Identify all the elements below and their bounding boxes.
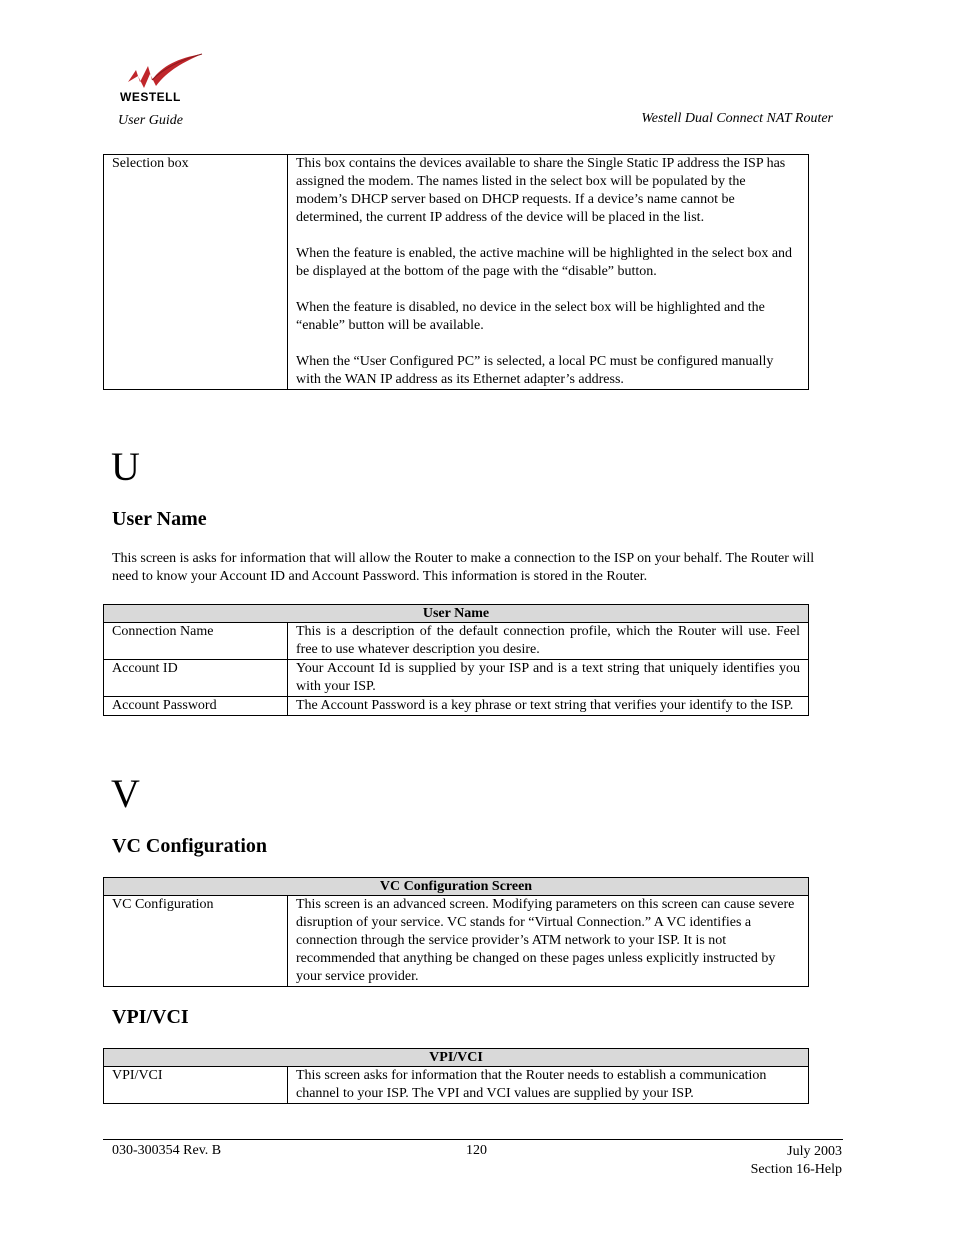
row-label: Account ID xyxy=(104,660,288,697)
vc-table-title: VC Configuration Screen xyxy=(104,878,809,896)
footer-section: Section 16-Help xyxy=(750,1162,842,1177)
section-letter-u: U xyxy=(111,444,140,489)
user-name-table xyxy=(103,604,809,716)
footer-right xyxy=(751,1143,842,1179)
header-right: Westell Dual Connect NAT Router xyxy=(641,111,833,126)
row-text: Your Account Id is supplied by your ISP and is a text string that uniquely identifies you with your ISP. xyxy=(288,660,809,697)
vc-configuration-heading: VC Configuration xyxy=(112,835,268,857)
selection-description xyxy=(288,155,809,390)
table-row xyxy=(104,896,809,987)
footer-page-number: 120 xyxy=(466,1143,487,1158)
selection-paragraph: When the feature is enabled, the active machine will be highlighted in the select box and be displayed at the bottom of the page with the “disable” button. xyxy=(296,246,793,279)
row-text: The Account Password is a key phrase or text string that verifies your identify to the ISP. xyxy=(288,697,809,716)
table-row xyxy=(104,660,809,697)
selection-table xyxy=(103,154,809,390)
footer-doc-number: 030-300354 Rev. B xyxy=(112,1143,222,1158)
user-name-heading: User Name xyxy=(112,508,207,530)
row-text: This screen asks for information that the Router needs to establish a communication channel to your ISP. The VPI and VCI values are supplied by your ISP. xyxy=(288,1067,809,1104)
row-label: Account Password xyxy=(104,697,288,716)
vpi-vci-table xyxy=(103,1048,809,1104)
row-label: VC Configuration xyxy=(104,896,288,987)
selection-paragraph: This box contains the devices available to share the Single Static IP address the ISP has assigned the modem. The names listed in the select box will be populated by the modem’s DHCP server based on DHCP requests. If a device’s name cannot be determined, the current IP address of the device will be placed in the list. xyxy=(296,156,786,225)
table-row xyxy=(104,697,809,716)
user-name-table-title: User Name xyxy=(104,605,809,623)
westell-logo xyxy=(118,52,204,108)
footer-date: July 2003 xyxy=(787,1144,842,1159)
section-letter-v: V xyxy=(111,771,140,816)
vc-configuration-table xyxy=(103,877,809,987)
vpi-vci-heading: VPI/VCI xyxy=(112,1006,189,1028)
logo-wordmark: WESTELL xyxy=(120,90,181,104)
table-row xyxy=(104,623,809,660)
vpi-vci-table-title: VPI/VCI xyxy=(104,1049,809,1067)
header-left: User Guide xyxy=(118,113,183,128)
row-text: This is a description of the default connection profile, which the Router will use. Feel free to use whatever description you desire. xyxy=(288,623,809,660)
row-label: VPI/VCI xyxy=(104,1067,288,1104)
selection-paragraph: When the “User Configured PC” is selected, a local PC must be configured manually with the WAN IP address as its Ethernet adapter’s address. xyxy=(296,354,774,387)
selection-label: Selection box xyxy=(104,155,288,390)
row-text: This screen is an advanced screen. Modifying parameters on this screen can cause severe disruption of your service. VC stands for “Virtual Connection.” A VC identifies a connection through the service provider’s ATM network to your ISP. It is not recommended that anything be changed on these pages unless explicitly instructed by your service provider. xyxy=(288,896,809,987)
selection-paragraph: When the feature is disabled, no device in the select box will be highlighted and the “enable” button will be available. xyxy=(296,300,765,333)
footer-divider xyxy=(103,1139,843,1140)
table-row xyxy=(104,1067,809,1104)
user-name-intro: This screen is asks for information that will allow the Router to make a connection to the ISP on your behalf. The Router will need to know your Account ID and Account Password. This information is stored in the Router. xyxy=(112,551,815,584)
row-label: Connection Name xyxy=(104,623,288,660)
